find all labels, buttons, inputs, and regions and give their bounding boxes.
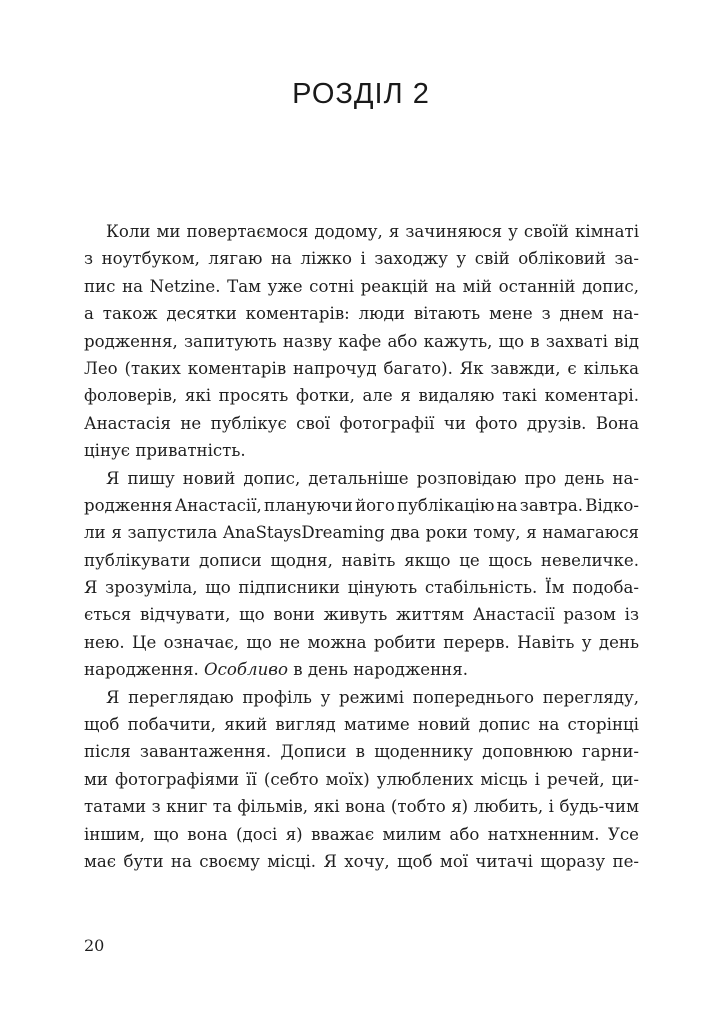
paragraph-3 <box>84 684 639 876</box>
text-run: народження. <box>84 660 205 680</box>
body-text <box>84 218 639 875</box>
text-line: ється відчувати, що вони живуть життям Анастасії разом із <box>84 605 639 625</box>
text-line: має бути на своєму місці. Я хочу, щоб мої читачі щоразу пе- <box>84 851 639 871</box>
emphasis-text: Особливо <box>204 660 288 680</box>
text-line: татами з книг та фільмів, які вона (тобто я) любить, і будь-чим <box>84 797 639 817</box>
text-line: Лео (таких коментарів напрочуд багато). Як завжди, є кілька <box>84 358 639 378</box>
chapter-title: РОЗДІЛ 2 <box>292 78 430 110</box>
text-line: ми фотографіями її (себто моїх) улюблених місць і речей, ци- <box>84 769 639 789</box>
text-line: щоб побачити, який вигляд матиме новий допис на сторінці <box>84 715 639 735</box>
text-line: нею. Це означає, що не можна робити перерв. Навіть у день <box>84 632 639 652</box>
text-line: а також десятки коментарів: люди вітають мене з днем на- <box>84 304 639 324</box>
text-line: після завантаження. Дописи в щоденнику доповнюю гарни- <box>84 742 639 762</box>
paragraph-2 <box>84 465 639 684</box>
text-line: Анастасія не публікує свої фотографії чи фото друзів. Вона <box>84 413 639 433</box>
text-line: з ноутбуком, лягаю на ліжко і заходжу у свій обліковий за- <box>84 249 639 269</box>
text-line: фоловерів, які просять фотки, але я видаляю такі коментарі. <box>84 386 639 406</box>
text-line <box>84 656 639 683</box>
text-line: пис на Netzine. Там уже сотні реакцій на мій останній допис, <box>84 276 639 296</box>
text-line: публікувати дописи щодня, навіть якщо це щось невеличке. <box>84 550 639 570</box>
text-line: ли я запустила AnaStaysDreaming два роки тому, я намагаюся <box>84 523 639 543</box>
text-line: іншим, що вона (досі я) вважає милим або натхненним. Усе <box>84 824 639 844</box>
page-number: 20 <box>84 936 105 955</box>
text-line: родження Анастасії, плануючи його публікацію на завтра. Відко- <box>84 495 639 515</box>
text-line: Я зрозуміла, що підписники цінують стабільність. Їм подоба- <box>84 578 639 598</box>
text-line: Я пишу новий допис, детальніше розповідаю про день на- <box>106 468 639 488</box>
paragraph-1 <box>84 218 639 465</box>
text-line: Я переглядаю профіль у режимі попереднього перегляду, <box>106 687 639 707</box>
text-line: Коли ми повертаємося додому, я зачиняюся у своїй кімнаті <box>106 222 639 241</box>
text-line: цінує приватність. <box>84 441 246 461</box>
text-run: в день народження. <box>287 660 468 680</box>
text-line: родження, запитують назву кафе або кажуть, що в захваті від <box>84 331 639 351</box>
